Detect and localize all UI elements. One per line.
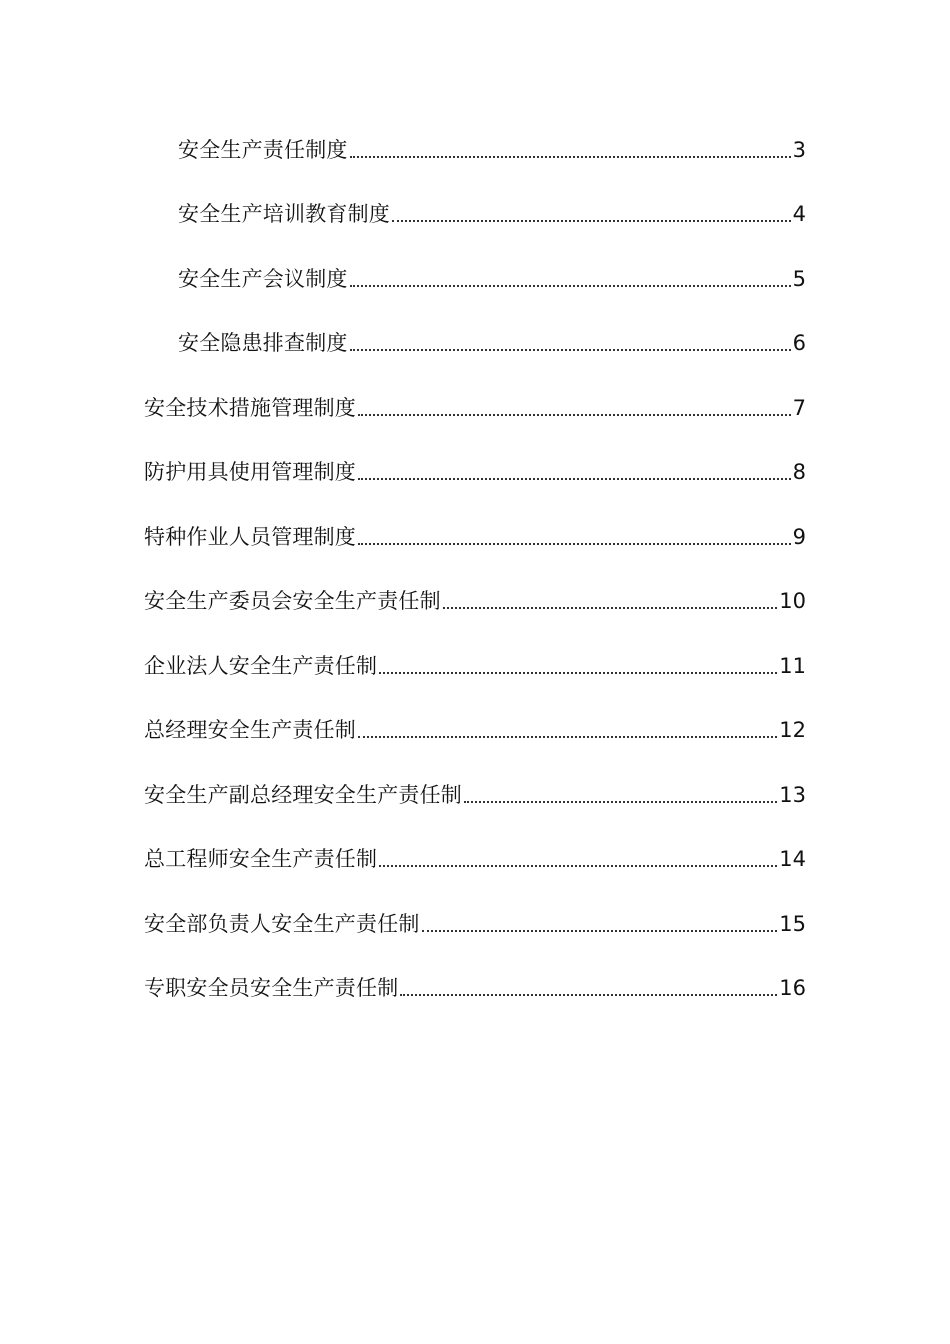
- dot-leader: [392, 220, 791, 222]
- toc-entry-page: 5: [792, 267, 806, 291]
- dot-leader: [358, 478, 791, 480]
- toc-entry-title: 安全生产会议制度: [178, 267, 348, 291]
- dot-leader: [443, 607, 777, 609]
- toc-entry-title: 安全技术措施管理制度: [144, 396, 356, 420]
- toc-entry-title: 安全生产委员会安全生产责任制: [144, 589, 441, 613]
- toc-entry-general-manager[interactable]: [144, 711, 806, 745]
- toc-entry-page: 11: [779, 654, 806, 678]
- dot-leader: [422, 930, 778, 932]
- toc-entry-page: 3: [792, 138, 806, 162]
- toc-entry-chief-engineer[interactable]: [144, 840, 806, 874]
- toc-entry-meeting-system[interactable]: [178, 260, 806, 294]
- dot-leader: [400, 994, 777, 996]
- toc-entry-page: 7: [792, 396, 806, 420]
- dot-leader: [358, 543, 791, 545]
- dot-leader: [464, 801, 777, 803]
- toc-entry-full-time-safety-officer[interactable]: [144, 969, 806, 1003]
- toc-entry-title: 安全生产责任制度: [178, 138, 348, 162]
- toc-entry-page: 13: [779, 783, 806, 807]
- toc-entry-legal-representative[interactable]: [144, 647, 806, 681]
- toc-entry-technical-measures-system[interactable]: [144, 389, 806, 423]
- dot-leader: [379, 672, 777, 674]
- toc-entry-safety-responsibility-system[interactable]: [178, 131, 806, 165]
- toc-entry-page: 8: [792, 460, 806, 484]
- toc-entry-title: 企业法人安全生产责任制: [144, 654, 378, 678]
- dot-leader: [358, 414, 791, 416]
- toc-entry-title: 安全部负责人安全生产责任制: [144, 912, 420, 936]
- dot-leader: [358, 736, 777, 738]
- dot-leader: [350, 349, 791, 351]
- toc-entry-page: 4: [792, 202, 806, 226]
- toc-entry-title: 特种作业人员管理制度: [144, 525, 356, 549]
- toc-entry-title: 安全隐患排查制度: [178, 331, 348, 355]
- toc-entry-title: 总经理安全生产责任制: [144, 718, 356, 742]
- toc-entry-title: 专职安全员安全生产责任制: [144, 976, 399, 1000]
- toc-entry-safety-committee[interactable]: [144, 582, 806, 616]
- toc-entry-page: 12: [779, 718, 806, 742]
- toc-entry-page: 10: [779, 589, 806, 613]
- toc-entry-page: 6: [792, 331, 806, 355]
- dot-leader: [379, 865, 777, 867]
- toc-entry-title: 防护用具使用管理制度: [144, 460, 356, 484]
- toc-entry-protective-equipment-system[interactable]: [144, 453, 806, 487]
- toc-entry-title: 安全生产副总经理安全生产责任制: [144, 783, 462, 807]
- dot-leader: [350, 156, 791, 158]
- toc-entry-page: 14: [779, 847, 806, 871]
- toc-entry-title: 安全生产培训教育制度: [178, 202, 390, 226]
- toc-entry-special-operations-personnel[interactable]: [144, 518, 806, 552]
- dot-leader: [350, 285, 791, 287]
- toc-entry-training-education-system[interactable]: [178, 195, 806, 229]
- toc-entry-title: 总工程师安全生产责任制: [144, 847, 378, 871]
- toc-entry-deputy-general-manager[interactable]: [144, 776, 806, 810]
- toc-entry-page: 15: [779, 912, 806, 936]
- toc-entry-safety-department-head[interactable]: [144, 905, 806, 939]
- toc-entry-hazard-inspection-system[interactable]: [178, 324, 806, 358]
- toc-entry-page: 9: [792, 525, 806, 549]
- toc-entry-page: 16: [779, 976, 806, 1000]
